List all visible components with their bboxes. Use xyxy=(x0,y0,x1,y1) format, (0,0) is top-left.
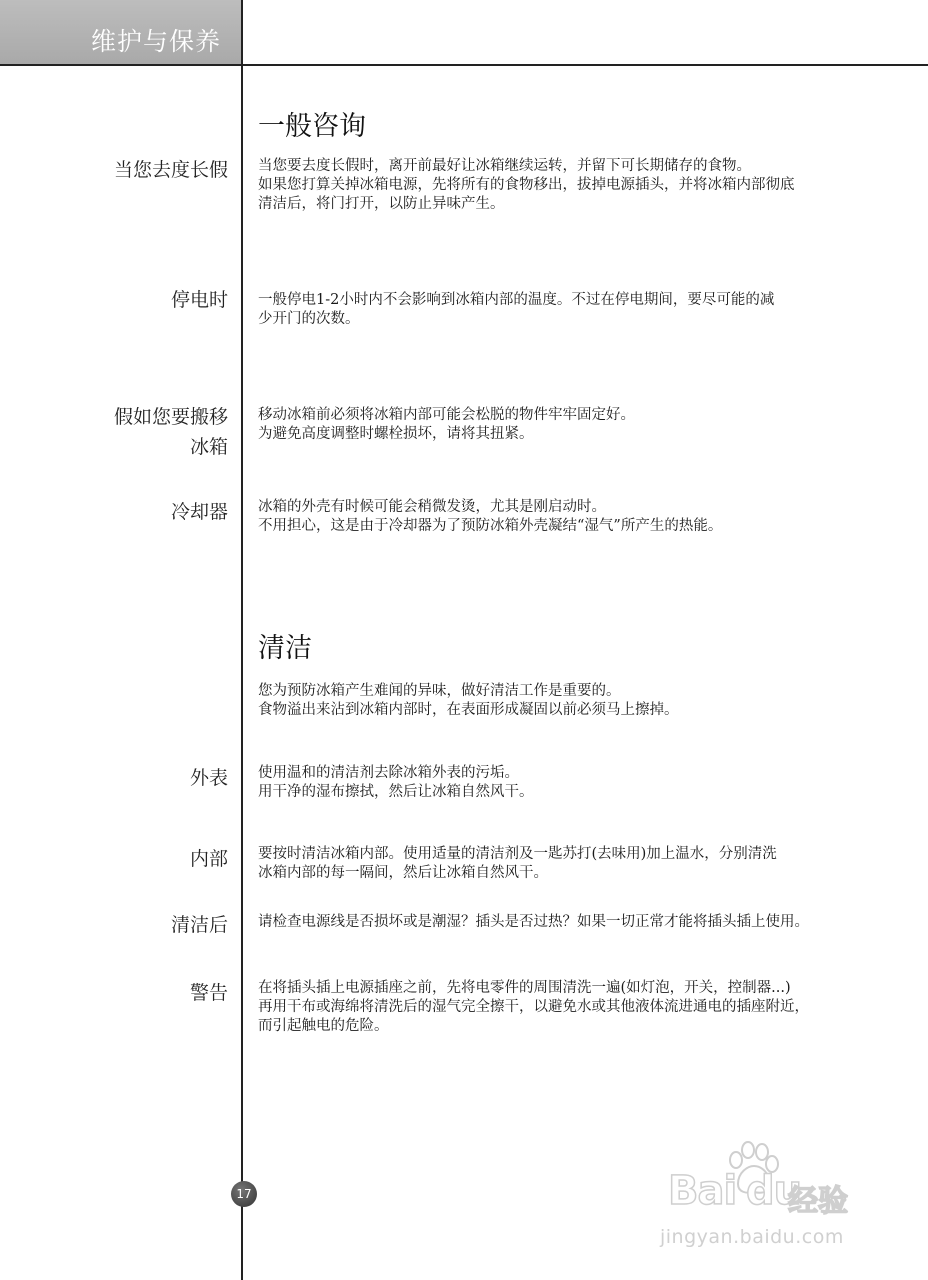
watermark-brand-cn: 经验 xyxy=(788,1184,848,1219)
watermark-url: jingyan.baidu.com xyxy=(660,1226,844,1248)
label-cooler: 冷却器 xyxy=(170,501,228,523)
label-warning: 警告 xyxy=(189,982,228,1004)
label-after-cleaning: 清洁后 xyxy=(170,914,228,936)
header-tab xyxy=(0,0,241,64)
text-power-outage: 一般停电1-2小时内不会影响到冰箱内部的温度。不过在停电期间，要尽可能的减 少开门的次数。 xyxy=(258,292,775,327)
section-title: 维护与保养 xyxy=(90,27,221,56)
heading-general-inquiry: 一般咨询 xyxy=(258,111,366,142)
label-exterior: 外表 xyxy=(189,767,228,789)
label-power-outage: 停电时 xyxy=(170,289,228,311)
text-moving: 移动冰箱前必须将冰箱内部可能会松脱的物件牢牢固定好。 为避免高度调整时螺栓损坏，请将其扭紧。 xyxy=(258,407,635,442)
text-cooler: 冰箱的外壳有时候可能会稍微发烫，尤其是刚启动时。 不用担心，这是由于冷却器为了预防冰箱外壳凝结“湿气”所产生的热能。 xyxy=(258,499,723,534)
baidu-watermark xyxy=(660,1140,910,1260)
header-divider xyxy=(0,64,928,66)
watermark-brand-suffix: du xyxy=(746,1168,802,1214)
text-after-cleaning: 请检查电源线是否损坏或是潮湿？插头是否过热？如果一切正常才能将插头插上使用。 xyxy=(258,914,809,930)
page-number: 17 xyxy=(231,1181,257,1207)
text-cleaning-intro: 您为预防冰箱产生难闻的异味，做好清洁工作是重要的。 食物溢出来沾到冰箱内部时，在表面形成凝固以前必须马上擦掉。 xyxy=(258,683,679,718)
text-exterior: 使用温和的清洁剂去除冰箱外表的污垢。 用干净的湿布擦拭，然后让冰箱自然风干。 xyxy=(258,765,534,800)
text-warning: 在将插头插上电源插座之前，先将电零件的周围清洗一遍(如灯泡，开关，控制器...) 再用干布或海绵将清洗后的湿气完全擦干，以避免水或其他液体流进通电的插座附近， 而引起触电的危险。 xyxy=(258,980,809,1034)
watermark-brand: Bai xyxy=(668,1168,737,1214)
label-interior: 内部 xyxy=(189,848,228,870)
heading-cleaning: 清洁 xyxy=(258,633,312,664)
text-interior: 要按时清洁冰箱内部。使用适量的清洁剂及一匙苏打(去味用)加上温水，分别清洗 冰箱内部的每一隔间，然后让冰箱自然风干。 xyxy=(258,846,777,881)
label-vacation: 当您去度长假 xyxy=(113,159,228,181)
text-vacation: 当您要去度长假时，离开前最好让冰箱继续运转，并留下可长期储存的食物。 如果您打算关掉冰箱电源，先将所有的食物移出，拔掉电源插头，并将冰箱内部彻底 清洁后，将门打开，以防止异味产生。 xyxy=(258,158,795,212)
label-moving: 假如您要搬移 冰箱 xyxy=(113,406,228,458)
margin-divider xyxy=(241,0,243,1280)
